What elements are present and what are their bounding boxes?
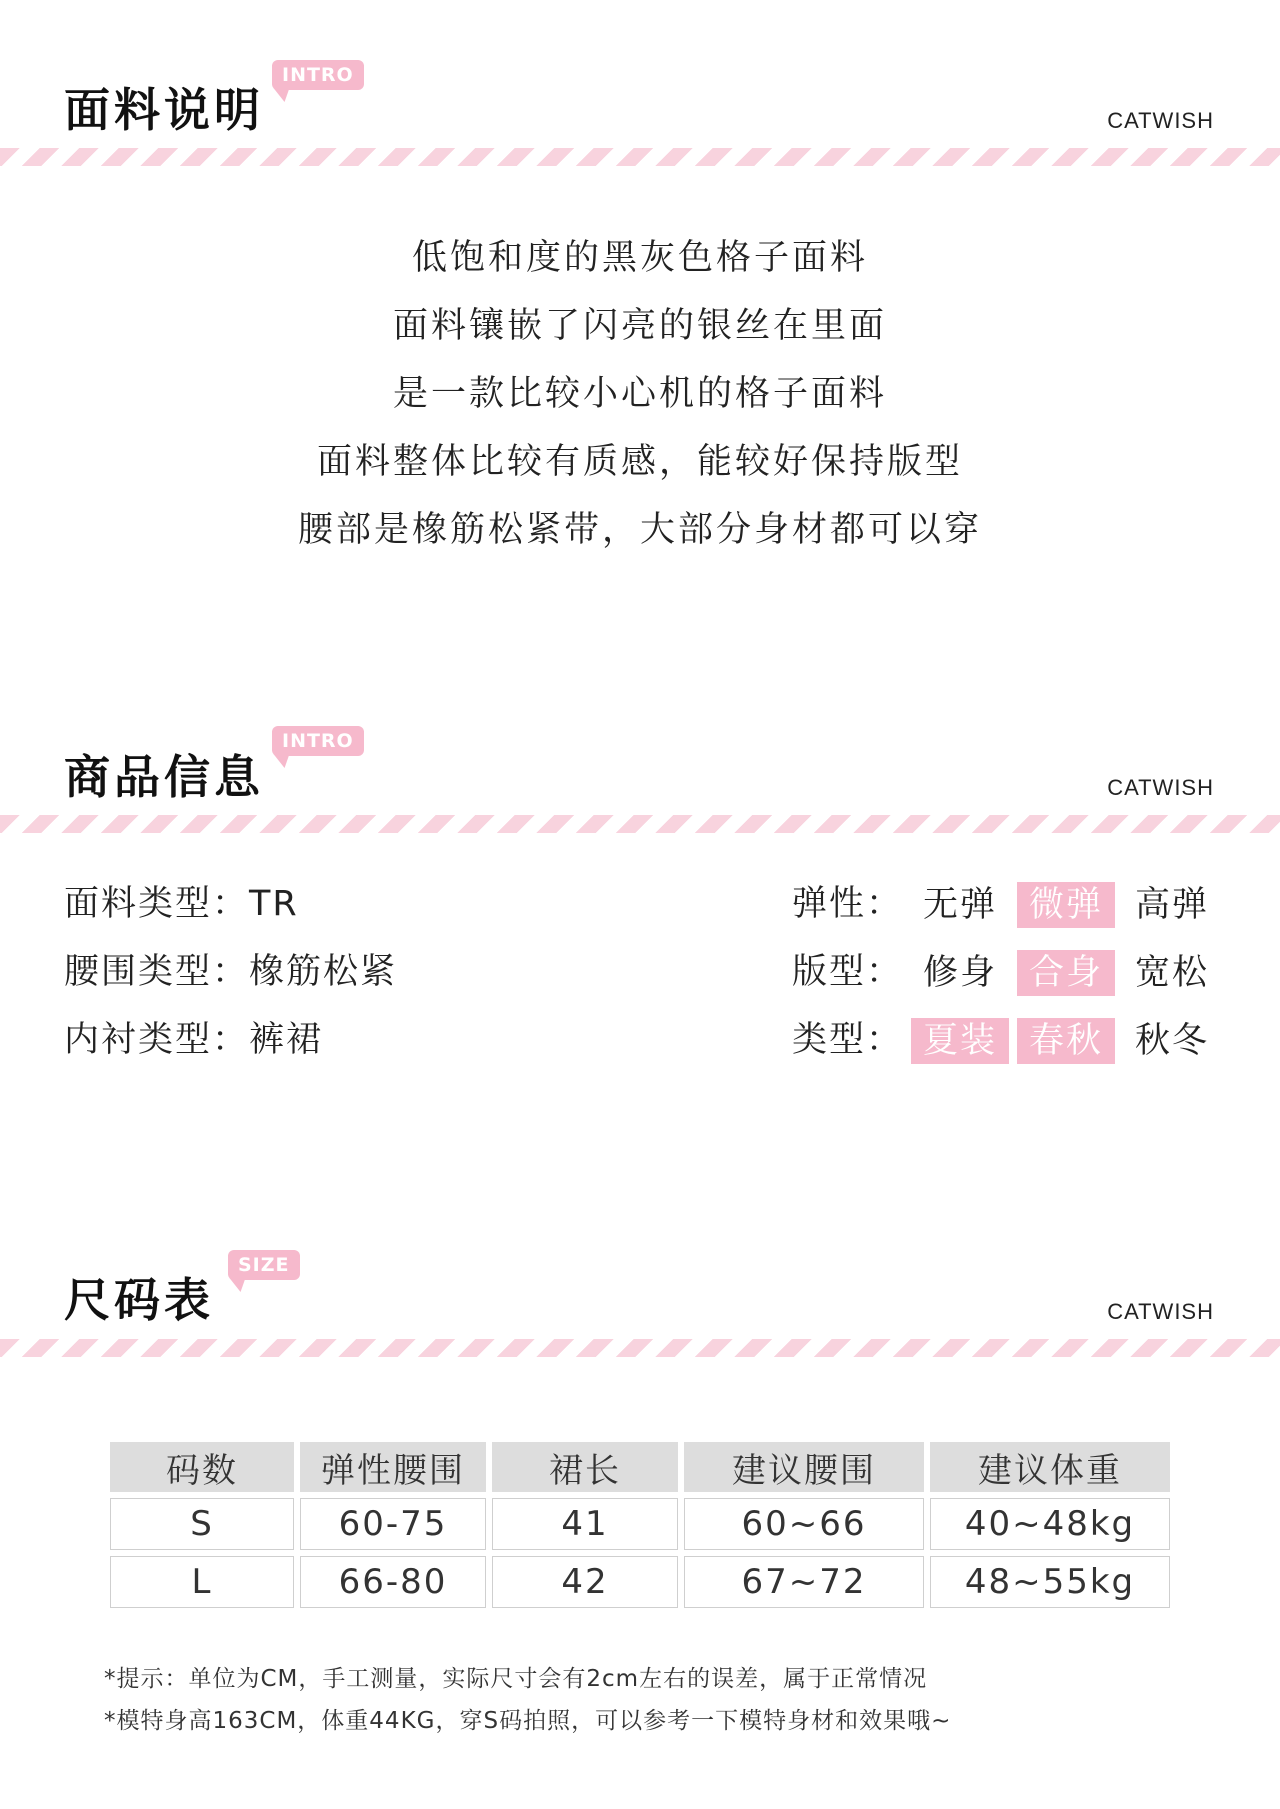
info-value: 裤裙 (249, 1020, 324, 1060)
option-regular: 合身 (1017, 950, 1115, 996)
header-size: 码数 (110, 1442, 294, 1492)
option-loose: 宽松 (1135, 953, 1210, 993)
info-elasticity (792, 876, 1221, 932)
header-elastic-waist: 弹性腰围 (300, 1442, 486, 1492)
intro-tag: INTRO (272, 60, 364, 90)
table-cell: 66-80 (300, 1556, 486, 1608)
description-line: 低饱和度的黑灰色格子面料 (411, 238, 868, 278)
info-label: 类型： (792, 1020, 904, 1060)
table-cell: 48~55kg (930, 1556, 1170, 1608)
description-line: 面料整体比较有质感，能较好保持版型 (316, 442, 963, 482)
option-slight-stretch: 微弹 (1017, 882, 1115, 928)
info-label: 面料类型： (64, 884, 250, 924)
section-divider (0, 1339, 1280, 1357)
info-value: TR (249, 884, 299, 924)
section-title-product: 商品信息 (64, 750, 264, 804)
section-title-size: 尺码表 (64, 1273, 214, 1327)
option-spring-autumn: 春秋 (1017, 1018, 1115, 1064)
info-season (792, 1012, 1221, 1068)
intro-tag: INTRO (272, 726, 364, 756)
table-cell: 60-75 (300, 1498, 486, 1550)
description-line: 面料镶嵌了闪亮的银丝在里面 (392, 306, 887, 346)
table-cell: L (110, 1556, 294, 1608)
option-summer: 夏装 (911, 1018, 1009, 1064)
option-autumn-winter: 秋冬 (1135, 1021, 1210, 1061)
brand-label: CATWISH (1107, 775, 1214, 800)
section-divider (0, 815, 1280, 833)
brand-label: CATWISH (1107, 1299, 1214, 1324)
fabric-description (0, 224, 1280, 564)
table-header-row (110, 1442, 1170, 1492)
option-none-stretch: 无弹 (923, 885, 998, 925)
info-label: 版型： (792, 952, 904, 992)
header-suggested-waist: 建议腰围 (684, 1442, 924, 1492)
table-cell: 60~66 (684, 1498, 924, 1550)
section-title-fabric: 面料说明 (64, 83, 264, 137)
option-high-stretch: 高弹 (1135, 885, 1210, 925)
table-row (110, 1498, 1170, 1550)
header-skirt-length: 裙长 (492, 1442, 678, 1492)
table-row (110, 1556, 1170, 1608)
note-model: *模特身高163CM，体重44KG，穿S码拍照，可以参考一下模特身材和效果哦~ (104, 1708, 952, 1734)
note-measurement: *提示：单位为CM，手工测量，实际尺寸会有2cm左右的误差，属于正常情况 (104, 1666, 928, 1692)
info-lining-type (64, 1012, 323, 1068)
table-cell: 42 (492, 1556, 678, 1608)
info-value: 橡筋松紧 (249, 952, 398, 992)
option-slim: 修身 (923, 953, 998, 993)
description-line: 是一款比较小心机的格子面料 (392, 374, 887, 414)
table-cell: 41 (492, 1498, 678, 1550)
info-label: 腰围类型： (64, 952, 250, 992)
brand-label: CATWISH (1107, 108, 1214, 133)
header-suggested-weight: 建议体重 (930, 1442, 1170, 1492)
info-label: 内衬类型： (64, 1020, 250, 1060)
info-waist-type (64, 944, 397, 1000)
table-cell: S (110, 1498, 294, 1550)
table-cell: 40~48kg (930, 1498, 1170, 1550)
info-fabric-type (64, 876, 299, 932)
size-tag: SIZE (228, 1250, 300, 1280)
info-label: 弹性： (792, 884, 904, 924)
description-line: 腰部是橡筋松紧带，大部分身材都可以穿 (297, 510, 982, 550)
table-cell: 67~72 (684, 1556, 924, 1608)
info-fit (792, 944, 1221, 1000)
size-table (104, 1436, 1176, 1614)
section-divider (0, 148, 1280, 166)
